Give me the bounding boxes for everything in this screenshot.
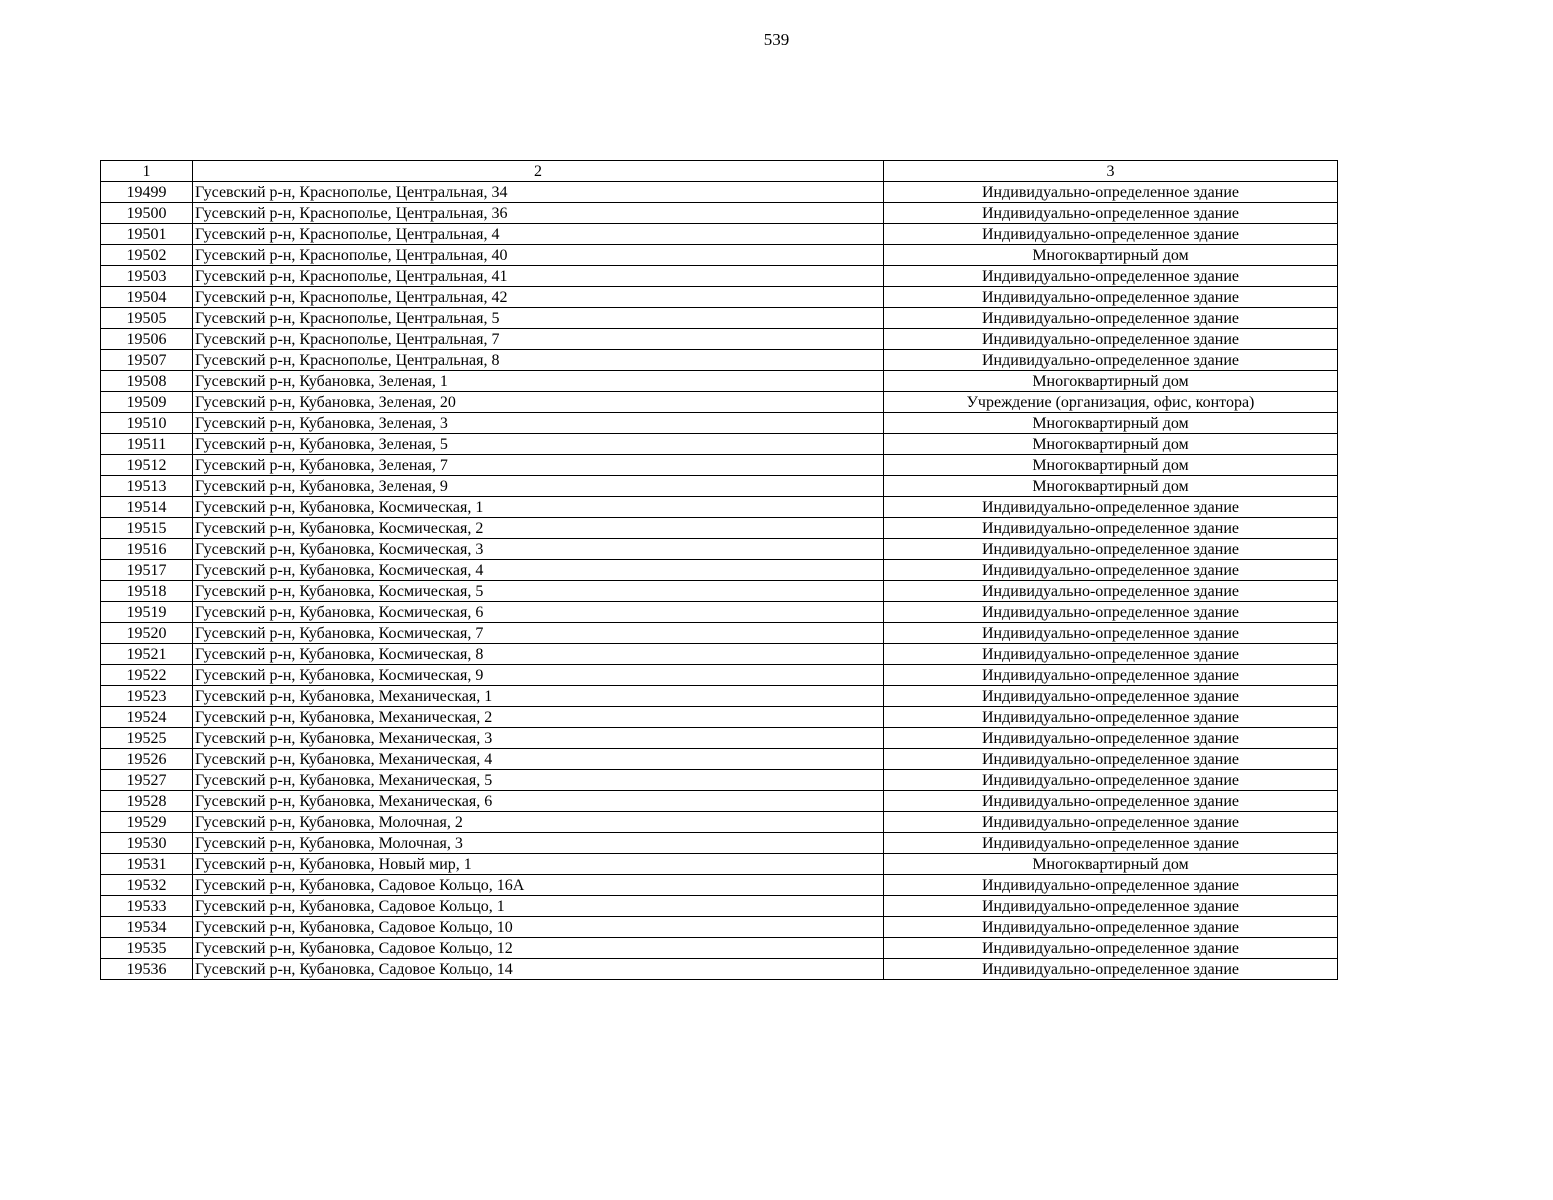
object-type-cell: Индивидуально-определенное здание bbox=[884, 560, 1338, 581]
object-type-cell: Индивидуально-определенное здание bbox=[884, 287, 1338, 308]
address-cell: Гусевский р-н, Кубановка, Механическая, 6 bbox=[193, 791, 884, 812]
table-row bbox=[101, 602, 1338, 623]
row-number-cell: 19528 bbox=[101, 791, 193, 812]
object-type-cell: Индивидуально-определенное здание bbox=[884, 896, 1338, 917]
object-type-cell: Индивидуально-определенное здание bbox=[884, 581, 1338, 602]
row-number-cell: 19499 bbox=[101, 182, 193, 203]
table-row bbox=[101, 203, 1338, 224]
table-row bbox=[101, 875, 1338, 896]
row-number-cell: 19536 bbox=[101, 959, 193, 980]
object-type-cell: Индивидуально-определенное здание bbox=[884, 539, 1338, 560]
address-cell: Гусевский р-н, Кубановка, Механическая, 1 bbox=[193, 686, 884, 707]
table-row bbox=[101, 476, 1338, 497]
object-type-cell: Индивидуально-определенное здание bbox=[884, 959, 1338, 980]
address-cell: Гусевский р-н, Краснополье, Центральная, 36 bbox=[193, 203, 884, 224]
row-number-cell: 19519 bbox=[101, 602, 193, 623]
address-cell: Гусевский р-н, Краснополье, Центральная, 7 bbox=[193, 329, 884, 350]
row-number-cell: 19516 bbox=[101, 539, 193, 560]
row-number-cell: 19523 bbox=[101, 686, 193, 707]
row-number-cell: 19512 bbox=[101, 455, 193, 476]
table-row bbox=[101, 560, 1338, 581]
row-number-cell: 19508 bbox=[101, 371, 193, 392]
table-row bbox=[101, 812, 1338, 833]
object-type-cell: Индивидуально-определенное здание bbox=[884, 728, 1338, 749]
object-type-cell: Индивидуально-определенное здание bbox=[884, 203, 1338, 224]
address-cell: Гусевский р-н, Краснополье, Центральная, 41 bbox=[193, 266, 884, 287]
table-row bbox=[101, 182, 1338, 203]
object-type-cell: Индивидуально-определенное здание bbox=[884, 686, 1338, 707]
table-row bbox=[101, 413, 1338, 434]
address-cell: Гусевский р-н, Краснополье, Центральная, 5 bbox=[193, 308, 884, 329]
row-number-cell: 19521 bbox=[101, 644, 193, 665]
row-number-cell: 19514 bbox=[101, 497, 193, 518]
header-col-2: 2 bbox=[193, 161, 884, 182]
object-type-cell: Индивидуально-определенное здание bbox=[884, 224, 1338, 245]
object-type-cell: Индивидуально-определенное здание bbox=[884, 329, 1338, 350]
table-row bbox=[101, 728, 1338, 749]
address-cell: Гусевский р-н, Кубановка, Зеленая, 20 bbox=[193, 392, 884, 413]
table-row bbox=[101, 539, 1338, 560]
table-row bbox=[101, 371, 1338, 392]
object-type-cell: Многоквартирный дом bbox=[884, 854, 1338, 875]
address-cell: Гусевский р-н, Кубановка, Космическая, 3 bbox=[193, 539, 884, 560]
row-number-cell: 19522 bbox=[101, 665, 193, 686]
row-number-cell: 19511 bbox=[101, 434, 193, 455]
address-cell: Гусевский р-н, Кубановка, Зеленая, 7 bbox=[193, 455, 884, 476]
object-type-cell: Многоквартирный дом bbox=[884, 413, 1338, 434]
row-number-cell: 19509 bbox=[101, 392, 193, 413]
row-number-cell: 19502 bbox=[101, 245, 193, 266]
table-row bbox=[101, 917, 1338, 938]
address-cell: Гусевский р-н, Кубановка, Молочная, 2 bbox=[193, 812, 884, 833]
row-number-cell: 19517 bbox=[101, 560, 193, 581]
row-number-cell: 19504 bbox=[101, 287, 193, 308]
row-number-cell: 19533 bbox=[101, 896, 193, 917]
page-number: 539 bbox=[763, 30, 790, 49]
table-row bbox=[101, 938, 1338, 959]
address-cell: Гусевский р-н, Кубановка, Космическая, 6 bbox=[193, 602, 884, 623]
row-number-cell: 19524 bbox=[101, 707, 193, 728]
table-row bbox=[101, 623, 1338, 644]
object-type-cell: Индивидуально-определенное здание bbox=[884, 518, 1338, 539]
table-row bbox=[101, 770, 1338, 791]
row-number-cell: 19515 bbox=[101, 518, 193, 539]
object-type-cell: Многоквартирный дом bbox=[884, 371, 1338, 392]
address-cell: Гусевский р-н, Кубановка, Садовое Кольцо, 14 bbox=[193, 959, 884, 980]
row-number-cell: 19530 bbox=[101, 833, 193, 854]
address-cell: Гусевский р-н, Кубановка, Садовое Кольцо, 16А bbox=[193, 875, 884, 896]
table-row bbox=[101, 455, 1338, 476]
object-type-cell: Многоквартирный дом bbox=[884, 434, 1338, 455]
object-type-cell: Индивидуально-определенное здание bbox=[884, 770, 1338, 791]
address-cell: Гусевский р-н, Краснополье, Центральная, 4 bbox=[193, 224, 884, 245]
object-type-cell: Индивидуально-определенное здание bbox=[884, 497, 1338, 518]
row-number-cell: 19532 bbox=[101, 875, 193, 896]
object-type-cell: Индивидуально-определенное здание bbox=[884, 644, 1338, 665]
table-row bbox=[101, 497, 1338, 518]
row-number-cell: 19510 bbox=[101, 413, 193, 434]
row-number-cell: 19501 bbox=[101, 224, 193, 245]
table-row bbox=[101, 749, 1338, 770]
row-number-cell: 19531 bbox=[101, 854, 193, 875]
address-cell: Гусевский р-н, Кубановка, Зеленая, 3 bbox=[193, 413, 884, 434]
object-type-cell: Индивидуально-определенное здание bbox=[884, 350, 1338, 371]
address-cell: Гусевский р-н, Кубановка, Садовое Кольцо, 12 bbox=[193, 938, 884, 959]
table-row bbox=[101, 392, 1338, 413]
table-row bbox=[101, 833, 1338, 854]
object-type-cell: Индивидуально-определенное здание bbox=[884, 791, 1338, 812]
table-row bbox=[101, 854, 1338, 875]
object-type-cell: Индивидуально-определенное здание bbox=[884, 623, 1338, 644]
address-cell: Гусевский р-н, Кубановка, Молочная, 3 bbox=[193, 833, 884, 854]
object-type-cell: Индивидуально-определенное здание bbox=[884, 182, 1338, 203]
table-row bbox=[101, 581, 1338, 602]
object-type-cell: Индивидуально-определенное здание bbox=[884, 749, 1338, 770]
table-row bbox=[101, 329, 1338, 350]
address-cell: Гусевский р-н, Кубановка, Механическая, 3 bbox=[193, 728, 884, 749]
address-cell: Гусевский р-н, Кубановка, Механическая, 4 bbox=[193, 749, 884, 770]
object-type-cell: Индивидуально-определенное здание bbox=[884, 812, 1338, 833]
address-cell: Гусевский р-н, Краснополье, Центральная, 40 bbox=[193, 245, 884, 266]
table-row bbox=[101, 644, 1338, 665]
object-type-cell: Индивидуально-определенное здание bbox=[884, 707, 1338, 728]
address-cell: Гусевский р-н, Кубановка, Космическая, 7 bbox=[193, 623, 884, 644]
address-cell: Гусевский р-н, Кубановка, Космическая, 5 bbox=[193, 581, 884, 602]
table-row bbox=[101, 665, 1338, 686]
address-cell: Гусевский р-н, Кубановка, Новый мир, 1 bbox=[193, 854, 884, 875]
address-cell: Гусевский р-н, Кубановка, Зеленая, 1 bbox=[193, 371, 884, 392]
address-cell: Гусевский р-н, Кубановка, Садовое Кольцо, 10 bbox=[193, 917, 884, 938]
row-number-cell: 19513 bbox=[101, 476, 193, 497]
table-row bbox=[101, 686, 1338, 707]
object-type-cell: Многоквартирный дом bbox=[884, 455, 1338, 476]
address-cell: Гусевский р-н, Кубановка, Космическая, 1 bbox=[193, 497, 884, 518]
address-cell: Гусевский р-н, Кубановка, Зеленая, 5 bbox=[193, 434, 884, 455]
object-type-cell: Индивидуально-определенное здание bbox=[884, 938, 1338, 959]
registry-table bbox=[100, 160, 1338, 980]
address-cell: Гусевский р-н, Кубановка, Космическая, 9 bbox=[193, 665, 884, 686]
table-row bbox=[101, 791, 1338, 812]
object-type-cell: Индивидуально-определенное здание bbox=[884, 665, 1338, 686]
table-row bbox=[101, 896, 1338, 917]
address-cell: Гусевский р-н, Краснополье, Центральная, 42 bbox=[193, 287, 884, 308]
object-type-cell: Индивидуально-определенное здание bbox=[884, 917, 1338, 938]
row-number-cell: 19500 bbox=[101, 203, 193, 224]
row-number-cell: 19503 bbox=[101, 266, 193, 287]
address-cell: Гусевский р-н, Кубановка, Космическая, 8 bbox=[193, 644, 884, 665]
row-number-cell: 19535 bbox=[101, 938, 193, 959]
table-header bbox=[101, 161, 1338, 182]
object-type-cell: Многоквартирный дом bbox=[884, 245, 1338, 266]
address-cell: Гусевский р-н, Кубановка, Зеленая, 9 bbox=[193, 476, 884, 497]
row-number-cell: 19518 bbox=[101, 581, 193, 602]
row-number-cell: 19529 bbox=[101, 812, 193, 833]
object-type-cell: Учреждение (организация, офис, контора) bbox=[884, 392, 1338, 413]
address-cell: Гусевский р-н, Кубановка, Механическая, 2 bbox=[193, 707, 884, 728]
row-number-cell: 19526 bbox=[101, 749, 193, 770]
row-number-cell: 19505 bbox=[101, 308, 193, 329]
table-row bbox=[101, 245, 1338, 266]
row-number-cell: 19525 bbox=[101, 728, 193, 749]
object-type-cell: Индивидуально-определенное здание bbox=[884, 833, 1338, 854]
table-row bbox=[101, 266, 1338, 287]
header-col-3: 3 bbox=[884, 161, 1338, 182]
row-number-cell: 19506 bbox=[101, 329, 193, 350]
table-row bbox=[101, 224, 1338, 245]
table-row bbox=[101, 287, 1338, 308]
address-cell: Гусевский р-н, Кубановка, Механическая, 5 bbox=[193, 770, 884, 791]
row-number-cell: 19527 bbox=[101, 770, 193, 791]
table-row bbox=[101, 518, 1338, 539]
address-cell: Гусевский р-н, Краснополье, Центральная, 8 bbox=[193, 350, 884, 371]
object-type-cell: Индивидуально-определенное здание bbox=[884, 308, 1338, 329]
address-cell: Гусевский р-н, Кубановка, Садовое Кольцо, 1 bbox=[193, 896, 884, 917]
table-row bbox=[101, 350, 1338, 371]
object-type-cell: Индивидуально-определенное здание bbox=[884, 602, 1338, 623]
table-row bbox=[101, 959, 1338, 980]
table-row bbox=[101, 434, 1338, 455]
object-type-cell: Индивидуально-определенное здание bbox=[884, 875, 1338, 896]
object-type-cell: Индивидуально-определенное здание bbox=[884, 266, 1338, 287]
header-row bbox=[101, 161, 1338, 182]
row-number-cell: 19534 bbox=[101, 917, 193, 938]
table-body bbox=[101, 182, 1338, 980]
header-col-1: 1 bbox=[101, 161, 193, 182]
row-number-cell: 19507 bbox=[101, 350, 193, 371]
table-row bbox=[101, 308, 1338, 329]
object-type-cell: Многоквартирный дом bbox=[884, 476, 1338, 497]
address-cell: Гусевский р-н, Кубановка, Космическая, 2 bbox=[193, 518, 884, 539]
row-number-cell: 19520 bbox=[101, 623, 193, 644]
address-cell: Гусевский р-н, Кубановка, Космическая, 4 bbox=[193, 560, 884, 581]
table-row bbox=[101, 707, 1338, 728]
address-cell: Гусевский р-н, Краснополье, Центральная, 34 bbox=[193, 182, 884, 203]
